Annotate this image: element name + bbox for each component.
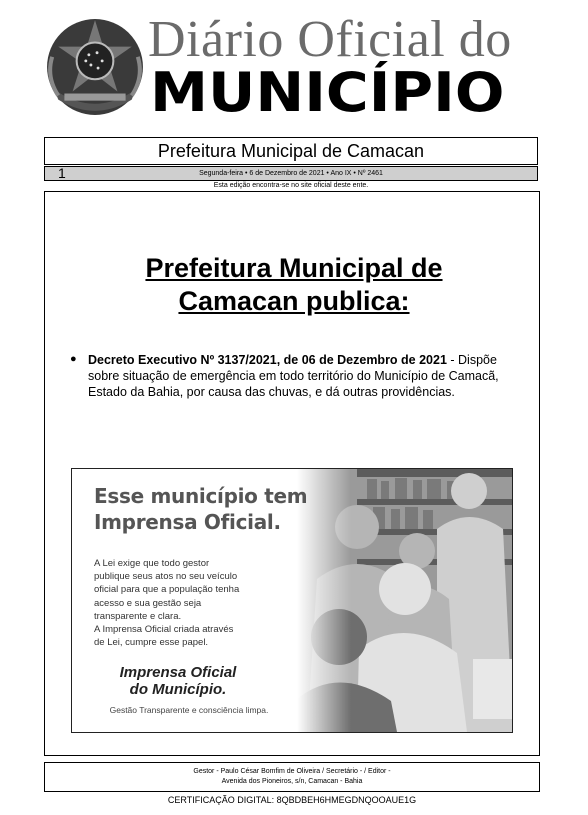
page-number: 1 <box>58 165 66 181</box>
ad-slogan: Gestão Transparente e consciência limpa. <box>109 705 269 715</box>
digital-certification: CERTIFICAÇÃO DIGITAL: 8QBDBEH6HMEGDNQOOAUE1G <box>167 795 417 805</box>
headline-line1: Prefeitura Municipal de <box>145 253 443 283</box>
decree-item <box>88 352 528 400</box>
ad-body-line: de Lei, cumpre esse papel. <box>94 637 209 649</box>
prefeitura-name: Prefeitura Municipal de Camacan <box>44 137 538 165</box>
decree-title: Decreto Executivo Nº 3137/2021, de 06 de Dezembro de 2021 <box>88 353 447 367</box>
masthead-title-line1: Diário Oficial do <box>148 11 512 68</box>
coat-of-arms-icon <box>44 16 146 118</box>
imprensa-oficial-ad <box>71 468 513 733</box>
footer-line1: Gestor - Paulo César Bomfim de Oliveira / Secretário - / Editor - <box>193 768 391 775</box>
ad-body-line: acesso e sua gestão seja <box>94 597 202 609</box>
footer-line2: Avenida dos Pioneiros, s/n, Camacan - Bahia <box>221 778 363 785</box>
ad-body <box>94 557 284 649</box>
decree-description: - Dispõe sobre situação de emergência em todo território do Município de Camacã, Estado da Bahia, por causa das chuvas, e dá outras providências. <box>88 353 499 399</box>
masthead-title-line2: MUNICÍPIO <box>150 61 505 124</box>
ad-brand-line2: do Município. <box>129 681 227 698</box>
ad-headline-line2: Imprensa Oficial. <box>94 510 281 534</box>
headline-line2: Camacan publica: <box>178 286 410 316</box>
ad-headline-line1: Esse município tem <box>94 484 308 508</box>
group-photo-icon <box>297 469 513 732</box>
ad-brand-line1: Imprensa Oficial <box>119 664 237 681</box>
ad-body-line: A Imprensa Oficial criada através <box>94 624 234 636</box>
bullet-icon: ● <box>70 353 77 365</box>
ad-brand <box>94 664 262 698</box>
edition-info: Segunda-feira • 6 de Dezembro de 2021 • Ano IX • Nº 2461 <box>44 166 538 181</box>
footer-credits <box>44 762 540 792</box>
ad-body-line: A Lei exige que todo gestor <box>94 558 210 569</box>
page-headline <box>60 252 528 318</box>
site-note: Esta edição encontra-se no site oficial deste ente. <box>213 182 369 189</box>
ad-body-line: oficial para que a população tenha <box>94 584 240 596</box>
ad-body-line: transparente e clara. <box>94 610 182 622</box>
ad-headline <box>94 483 307 535</box>
ad-body-line: publique seus atos no seu veículo <box>94 571 238 583</box>
